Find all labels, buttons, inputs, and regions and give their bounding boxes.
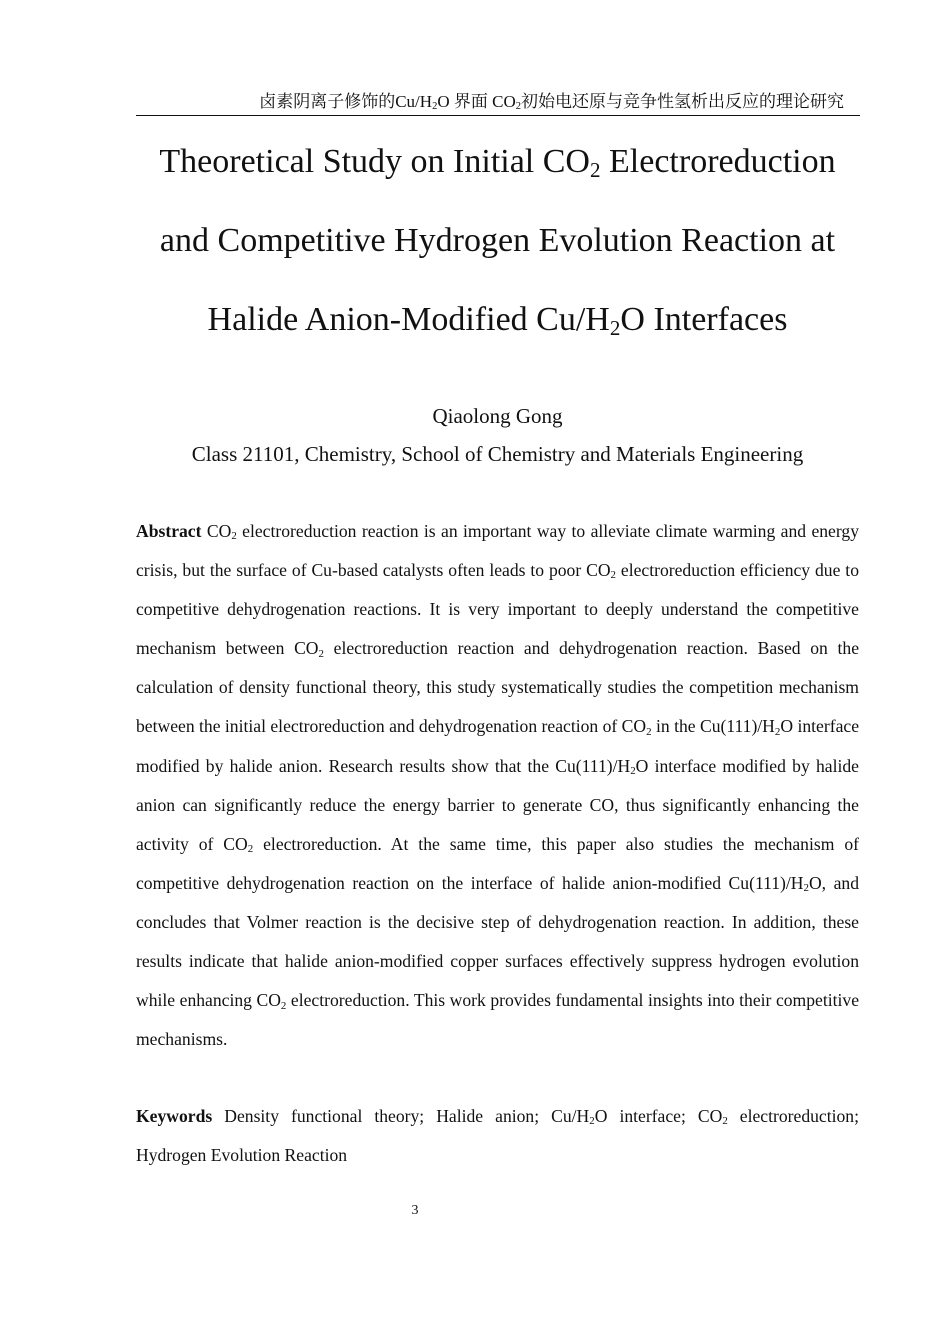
abstract-subscript: 2: [231, 530, 237, 543]
abstract-subscript: 2: [646, 725, 652, 738]
title-subscript: 2: [589, 157, 601, 182]
abstract-text: electroreduction. At the same time, this paper also studies the mechanism of competitive dehydrogenation reaction on the interface of halide anion-modified Cu(111)/H: [136, 833, 859, 893]
abstract-label: Abstract: [136, 521, 202, 541]
abstract-subscript: 2: [803, 882, 809, 895]
author-name: Qiaolong Gong: [432, 404, 563, 428]
abstract-subscript: 2: [318, 647, 324, 660]
abstract-text: O, and concludes that Volmer reaction is the decisive step of dehydrogenation reaction. In addition, these results indicate that halide anion-modified copper surfaces effectively suppress hydrogen evolution while enhancing CO: [136, 872, 860, 1011]
abstract-subscript: 2: [630, 764, 636, 777]
header-text-a: 卤素阴离子修饰的Cu/H: [259, 92, 433, 111]
abstract-subscript: 2: [280, 999, 287, 1012]
keywords-text: O interface; CO: [594, 1106, 723, 1126]
header-subscript: 2: [515, 101, 521, 113]
header-text-b: O 界面 CO: [437, 92, 516, 111]
title-line-1: [100, 142, 895, 182]
keywords-subscript: 2: [722, 1115, 728, 1128]
page-number: 3: [411, 1203, 419, 1218]
abstract-text: in the Cu(111)/H: [651, 716, 775, 737]
abstract-text: CO: [201, 521, 232, 541]
keywords-text: Density functional theory; Halide anion; Cu/H: [212, 1106, 590, 1126]
abstract-text: O interface modified by halide anion can significantly reduce the energy barrier to generate CO, thus significantly enhancing the activity of CO: [136, 755, 859, 854]
keywords-subscript: 2: [589, 1115, 595, 1128]
title-subscript: 2: [609, 315, 621, 340]
keywords-text: electroreduction; Hydrogen Evolution Reaction: [136, 1106, 859, 1166]
header-subscript: 2: [432, 101, 438, 113]
abstract-text: electroreduction efficiency due to competitive dehydrogenation reactions. It is very important to deeply understand the competitive mechanism between CO: [136, 560, 859, 659]
abstract-subscript: 2: [247, 843, 254, 856]
title-text: O Interfaces: [620, 301, 788, 338]
title-text: Electroreduction: [600, 143, 836, 180]
abstract-paragraph: [136, 512, 859, 1059]
header-text-c: 初始电还原与竞争性氢析出反应的理论研究: [521, 92, 844, 111]
abstract-text: electroreduction. This work provides fundamental insights into their competitive mechanisms.: [136, 990, 860, 1050]
abstract-text: electroreduction reaction is an important way to alleviate climate warming and energy crisis, but the surface of Cu-based catalysts often leads to poor CO: [136, 521, 860, 581]
title-text: Theoretical Study on Initial CO: [159, 143, 590, 180]
title-line-2: and Competitive Hydrogen Evolution Reaction at: [159, 222, 836, 259]
keywords-label: Keywords: [136, 1106, 213, 1126]
keywords-paragraph: [136, 1097, 859, 1175]
abstract-subscript: 2: [774, 725, 781, 738]
title-line-3: [100, 300, 895, 340]
abstract-text: O interface modified by halide anion. Research results show that the Cu(111)/H: [136, 716, 859, 776]
running-header: [136, 92, 860, 116]
title-text: Halide Anion-Modified Cu/H: [207, 301, 610, 338]
abstract-subscript: 2: [610, 569, 616, 582]
abstract-text: electroreduction reaction and dehydrogenation reaction. Based on the calculation of density functional theory, this study systematically studies the competition mechanism between the initial electroreduction and dehydrogenation reaction of CO: [136, 638, 859, 737]
author-affiliation: Class 21101, Chemistry, School of Chemistry and Materials Engineering: [191, 442, 804, 466]
